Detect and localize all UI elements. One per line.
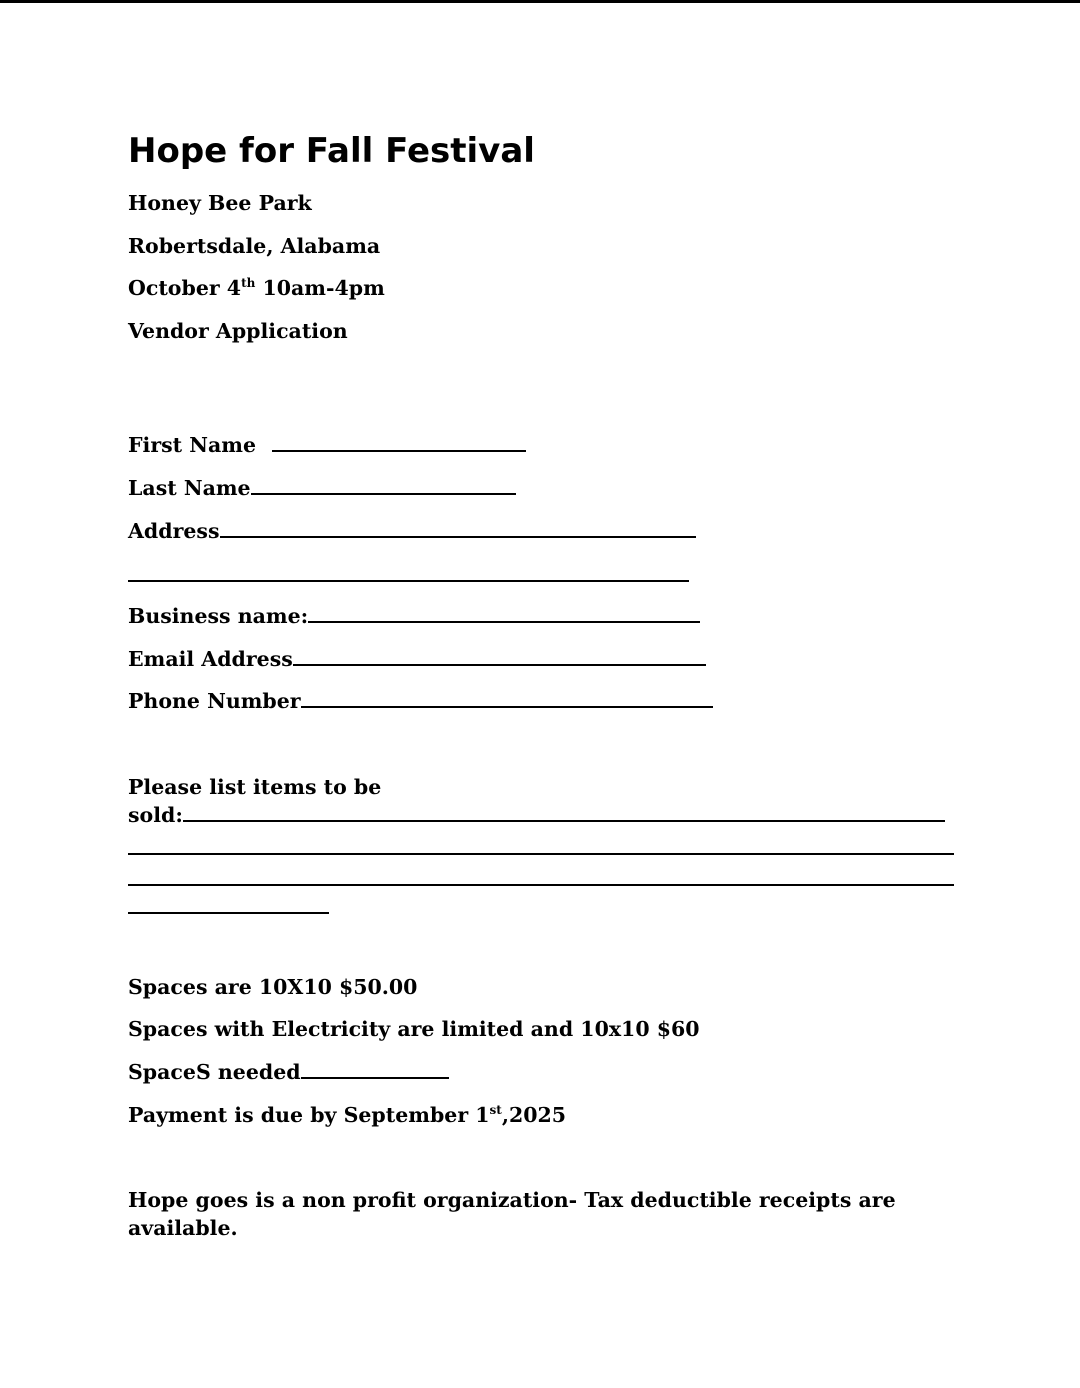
page-title: Hope for Fall Festival <box>128 131 535 171</box>
items-row <box>128 801 945 829</box>
items-field-line-4[interactable] <box>128 912 329 914</box>
last-name-field[interactable] <box>251 477 516 495</box>
payment-due-ordinal: st <box>489 1103 502 1117</box>
electric-space-price: Spaces with Electricity are limited and 10x10 $60 <box>128 1017 700 1041</box>
first-name-row <box>128 431 526 459</box>
phone-label: Phone Number <box>128 689 301 713</box>
items-field[interactable] <box>183 804 945 822</box>
payment-due-text: Payment is due by September 1 <box>128 1103 490 1127</box>
event-date-day: October 4 <box>128 276 242 300</box>
event-date <box>128 274 385 302</box>
business-name-row <box>128 602 700 630</box>
items-field-line-3[interactable] <box>128 884 954 886</box>
payment-due-year: ,2025 <box>501 1103 567 1127</box>
event-city: Robertsdale, Alabama <box>128 234 381 258</box>
standard-space-price: Spaces are 10X10 $50.00 <box>128 975 418 999</box>
top-border <box>0 0 1080 3</box>
email-label: Email Address <box>128 647 293 671</box>
spaces-needed-field[interactable] <box>301 1061 449 1079</box>
first-name-field[interactable] <box>272 434 526 452</box>
business-name-field[interactable] <box>308 605 700 623</box>
payment-due <box>128 1101 566 1129</box>
business-name-label: Business name: <box>128 604 309 628</box>
spaces-needed-row <box>128 1058 449 1086</box>
address-field-line-2[interactable] <box>128 580 689 582</box>
event-date-ordinal: th <box>241 276 256 290</box>
last-name-row <box>128 474 516 502</box>
phone-row <box>128 687 713 715</box>
address-field[interactable] <box>220 520 696 538</box>
email-row <box>128 645 706 673</box>
spaces-needed-label: SpaceS needed <box>128 1060 301 1084</box>
address-row <box>128 517 696 545</box>
email-field[interactable] <box>293 648 706 666</box>
first-name-label: First Name <box>128 433 257 457</box>
phone-field[interactable] <box>301 690 713 708</box>
form-name: Vendor Application <box>128 319 348 343</box>
last-name-label: Last Name <box>128 476 251 500</box>
event-location: Honey Bee Park <box>128 191 312 215</box>
items-label-line-1: Please list items to be <box>128 775 382 799</box>
items-label-line-2: sold: <box>128 803 183 827</box>
event-date-time: 10am-4pm <box>255 276 385 300</box>
items-field-line-2[interactable] <box>128 853 954 855</box>
address-label: Address <box>128 519 220 543</box>
nonprofit-note: Hope goes is a non profit organization- Tax deductible receipts are available. <box>128 1188 896 1240</box>
